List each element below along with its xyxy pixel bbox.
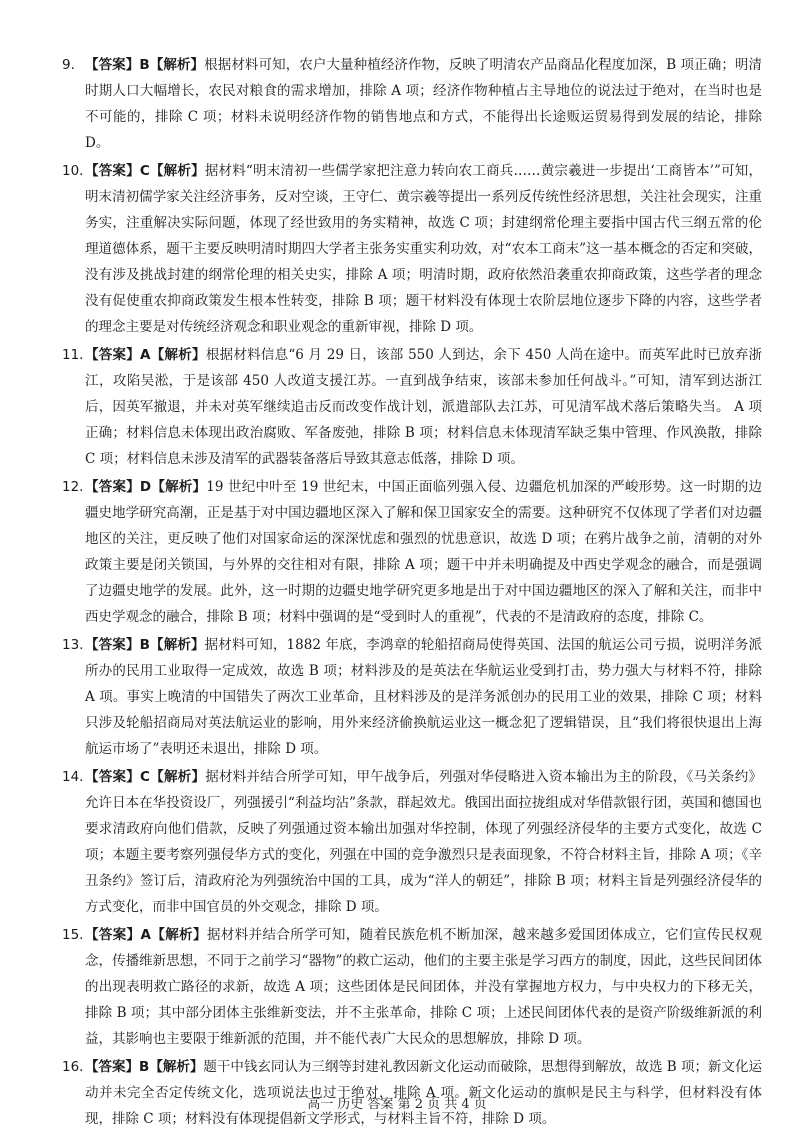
analysis-tag: 【解析】: [149, 1059, 204, 1075]
analysis-tag: 【解析】: [149, 163, 205, 179]
analysis-tag: 【解析】: [151, 479, 207, 495]
item-number: 15.: [62, 927, 84, 943]
item-number: 9.: [62, 57, 75, 73]
item-body: [85, 922, 762, 1052]
answer-item-14: [62, 764, 762, 920]
item-number: 13.: [62, 637, 84, 653]
answer-choice: B: [139, 1059, 150, 1075]
analysis-text: 据材料“明末清初一些儒学家把注意力转向农工商兵……黄宗羲进一步提出‘工商皆本’”可知，明末清初儒学家关注经济事务，反对空谈，王守仁、黄宗羲等提出一系列反传统性经济思想，关注社会现实，注重务实，注重解决实际问题，体现了经世致用的务实精神，故选 C 项；封建纲常伦理主要指中国古代三纲五常的伦理道德体系，题干主要反映明清时期四大学者主张务实重实利功效，对“农本工商末”这一基本概念的否定和突破，没有涉及挑战封建的纲常伦理的相关史实，排除 A 项；明清时期，政府依然沿袭重农抑商政策，这些学者的理念没有促使重农抑商政策发生根本性转变，排除 B 项；题干材料没有体现士农阶层地位逐步下降的内容，这些学者的理念主要是对传统经济观念和职业观念的重新审视，排除 D 项。: [85, 163, 763, 335]
answer-tag: 【答案】: [85, 927, 141, 943]
answer-tag: 【答案】: [85, 769, 141, 785]
answer-choice: B: [139, 57, 150, 73]
analysis-tag: 【解析】: [149, 637, 205, 653]
answer-choice: B: [139, 637, 150, 653]
analysis-text: 题干中钱玄同认为三纲等封建礼教因新文化运动而破除，思想得到解放，故选 B 项；新文化运动并未完全否定传统文化，选项说法也过于绝对，排除 A 项。新文化运动的旗帜是民主与科学，但材料没有体现，排除 C 项；材料没有体现提倡新文学形式，与材料主旨不符，排除 D 项。: [85, 1059, 762, 1127]
analysis-text: 据材料并结合所学可知，甲午战争后，列强对华侵略进入资本输出为主的阶段，《马关条约》允许日本在华投资设厂，列强援引“利益均沾”条款，群起效尤。俄国出面拉拢组成对华借款银行团，英国和德国也要求清政府向他们借款，反映了列强通过资本输出加强对华控制，体现了列强经济侵华的主要方式变化，故选 C 项；本题主要考察列强侵华方式的变化，列强在中国的竞争激烈只是表面现象，不符合材料主旨，排除 A 项；《辛丑条约》签订后，清政府沦为列强统治中国的工具，成为“洋人的朝廷”，排除 B 项；材料主旨是列强经济侵华的方式变化，而非中国官员的外交观念，排除 D 项。: [85, 769, 763, 915]
answer-choice: A: [140, 347, 151, 363]
analysis-text: 根据材料可知，农户大量种植经济作物，反映了明清农产品商品化程度加深，B 项正确；明清时期人口大幅增长，农民对粮食的需求增加，排除 A 项；经济作物种植占主导地位的说法过于绝对，在当时也是不可能的，排除 C 项；材料未说明经济作物的销售地点和方式，不能得出长途贩运贸易得到发展的结论，排除 D。: [85, 57, 763, 151]
analysis-tag: 【解析】: [149, 769, 206, 785]
answer-item-11: [62, 342, 762, 472]
analysis-text: 据材料可知，1882 年底，李鸿章的轮船招商局使得英国、法国的航运公司亏损，说明洋务派所办的民用工业取得一定成效，故选 B 项；材料涉及的是英法在华航运业受到打击，势力强大与材料不符，排除 A 项。事实上晚清的中国错失了两次工业革命，且材料涉及的是洋务派创办的民用工业的效果，排除 C 项；材料只涉及轮船招商局对英法航运业的影响，用外来经济偷换航运业这一概念犯了逻辑错误，且“我们将很快退出上海航运市场了”表明还未退出，排除 D 项。: [85, 637, 763, 757]
answer-tag: 【答案】: [85, 57, 140, 73]
answer-choice: C: [139, 163, 150, 179]
item-body: [85, 632, 762, 762]
analysis-tag: 【解析】: [150, 347, 206, 363]
answer-tag: 【答案】: [85, 1059, 140, 1075]
analysis-text: 据材料并结合所学可知，随着民族危机不断加深，越来越多爱国团体成立，它们宣传民权观念，传播维新思想，不同于之前学习“器物”的救亡运动，他们的主要主张是学习西方的制度，因此，这些民间团体的出现表明救亡路径的求新，故选 A 项；这些团体是民间团体，并没有掌握地方权力，与中央权力的下移无关，排除 B 项；其中部分团体主张维新变法，并不主张革命，排除 C 项；上述民间团体代表的是资产阶级维新派的利益，其影响也主要限于维新派的范围，并不能代表广大民众的思想解放，排除 D 项。: [85, 927, 763, 1047]
answer-item-10: [62, 158, 762, 340]
answer-choice: A: [140, 927, 151, 943]
item-number: 12.: [62, 479, 84, 495]
item-body: [85, 52, 762, 156]
answer-tag: 【答案】: [85, 347, 141, 363]
item-body: [85, 158, 762, 340]
answer-item-13: [62, 632, 762, 762]
answer-tag: 【答案】: [85, 479, 140, 495]
item-number: 16.: [62, 1059, 84, 1075]
answer-list: [62, 52, 762, 1134]
item-body: [85, 342, 762, 472]
answer-item-15: [62, 922, 762, 1052]
answer-choice: D: [139, 479, 152, 495]
item-number: 11.: [62, 347, 84, 363]
page-footer: 高一 历史 答案 第 2 页 共 4 页: [307, 1097, 487, 1112]
answer-item-12: [62, 474, 762, 630]
item-number: 10.: [62, 163, 84, 179]
analysis-text: 19 世纪中叶至 19 世纪末，中国正面临列强入侵、边疆危机加深的严峻形势。这一时期的边疆史地学研究高潮，正是基于对中国边疆地区深入了解和保卫国家安全的需要。这种研究不仅体现了学者们对边疆地区的关注，更反映了他们对国家命运的深深忧虑和强烈的忧患意识，故选 D 项；在鸦片战争之前，清朝的对外政策主要是闭关锁国，与外界的交往相对有限，排除 A 项；题干中并未明确提及中西史学观念的融合，而是强调了边疆史地学的发展。此外，这一时期的边疆史地学研究更多地是出于对中国边疆地区的深入了解和关注，而非中西史学观念的融合，排除 B 项；材料中强调的是“受到时人的重视”，代表的不是清政府的态度，排除 C。: [85, 479, 763, 625]
answer-item-9: [62, 52, 762, 156]
answer-tag: 【答案】: [85, 163, 140, 179]
analysis-text: 根据材料信息“6 月 29 日，该部 550 人到达，余下 450 人尚在途中。而英军此时已放弃浙江，攻陷吴淞，于是该部 450 人改道支援江苏。一直到战争结束，该部未参加任何战斗。”可知，清军到达浙江后，因英军撤退，并未对英军继续追击反而改变作战计划，派遣部队去江苏，可见清军战术落后策略失当。 A 项正确；材料信息未体现出政治腐败、军备废弛，排除 B 项；材料信息未体现清军缺乏集中管理、作风涣散，排除 C 项；材料信息未涉及清军的武器装备落后导致其意志低落，排除 D 项。: [85, 347, 762, 467]
answer-choice: C: [140, 769, 150, 785]
item-body: [85, 474, 762, 630]
answer-tag: 【答案】: [85, 637, 140, 653]
item-number: 14.: [62, 769, 84, 785]
analysis-tag: 【解析】: [149, 57, 205, 73]
analysis-tag: 【解析】: [151, 927, 207, 943]
item-body: [85, 764, 762, 920]
